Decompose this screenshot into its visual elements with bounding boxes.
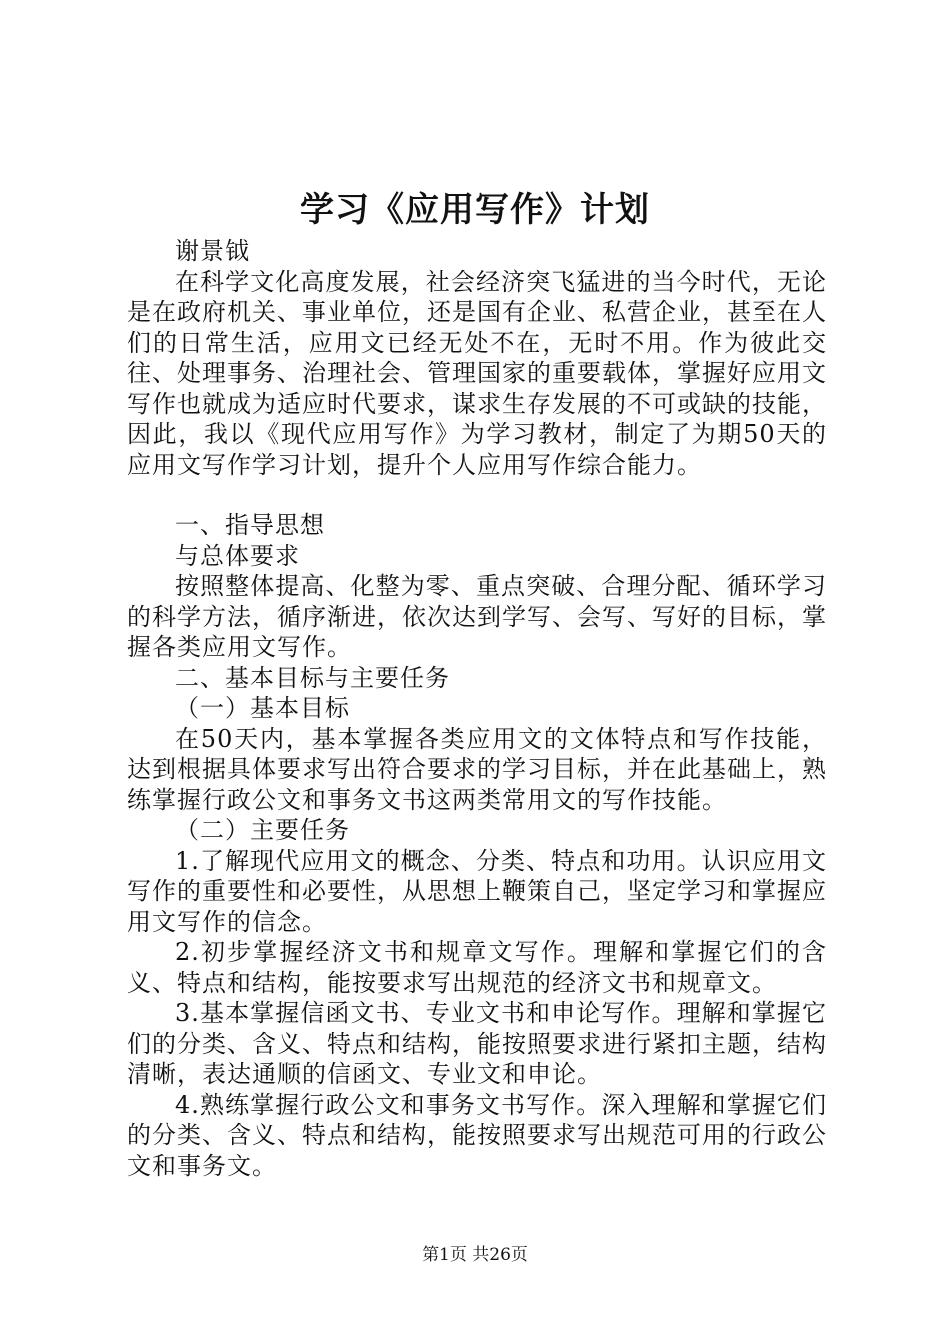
page-footer: 第1页 共26页 — [422, 1245, 528, 1265]
author-line: 谢景钺 — [175, 237, 250, 265]
task-item-1: 1.了解现代应用文的概念、分类、特点和功用。认识应用文写作的重要性和必要性，从思想上鞭策自己，坚定学习和掌握应用文写作的信念。 — [127, 846, 827, 936]
subheading-main-tasks: （二）主要任务 — [175, 816, 350, 844]
section-heading-1: 一、指导思想 — [175, 511, 325, 539]
guiding-paragraph: 按照整体提高、化整为零、重点突破、合理分配、循环学习的科学方法，循序渐进，依次达到学写、会写、写好的目标，掌握各类应用文写作。 — [127, 572, 827, 661]
section-heading-2: 二、基本目标与主要任务 — [175, 663, 450, 692]
document-body — [127, 236, 827, 1181]
intro-paragraph: 在科学文化高度发展，社会经济突飞猛进的当今时代，无论是在政府机关、事业单位，还是国有企业、私营企业，甚至在人们的日常生活，应用文已经无处不在，无时不用。作为彼此交往、处理事务、治理社会、管理国家的重要载体，掌握好应用文写作也就成为适应时代要求，谋求生存发展的不可或缺的技能，因此，我以《现代应用写作》为学习教材，制定了为期50天的应用文写作学习计划，提升个人应用写作综合能力。 — [127, 267, 827, 479]
section-heading-1-cont: 与总体要求 — [175, 541, 300, 570]
subheading-basic-goal: （一）基本目标 — [175, 694, 350, 722]
document-title: 学习《应用写作》计划 — [300, 190, 650, 230]
basic-goal-paragraph: 在50天内，基本掌握各类应用文的文体特点和写作技能，达到根据具体要求写出符合要求的学习目标，并在此基础上，熟练掌握行政公文和事务文书这两类常用文的写作技能。 — [127, 724, 827, 814]
task-item-3: 3.基本掌握信函文书、专业文书和申论写作。理解和掌握它们的分类、含义、特点和结构，能按照要求进行紧扣主题，结构清晰，表达通顺的信函文、专业文和申论。 — [127, 999, 827, 1088]
task-item-2: 2.初步掌握经济文书和规章文写作。理解和掌握它们的含义、特点和结构，能按要求写出规范的经济文书和规章文。 — [127, 938, 827, 997]
task-item-4: 4.熟练掌握行政公文和事务文书写作。深入理解和掌握它们的分类、含义、特点和结构，能按照要求写出规范可用的行政公文和事务文。 — [127, 1090, 827, 1180]
